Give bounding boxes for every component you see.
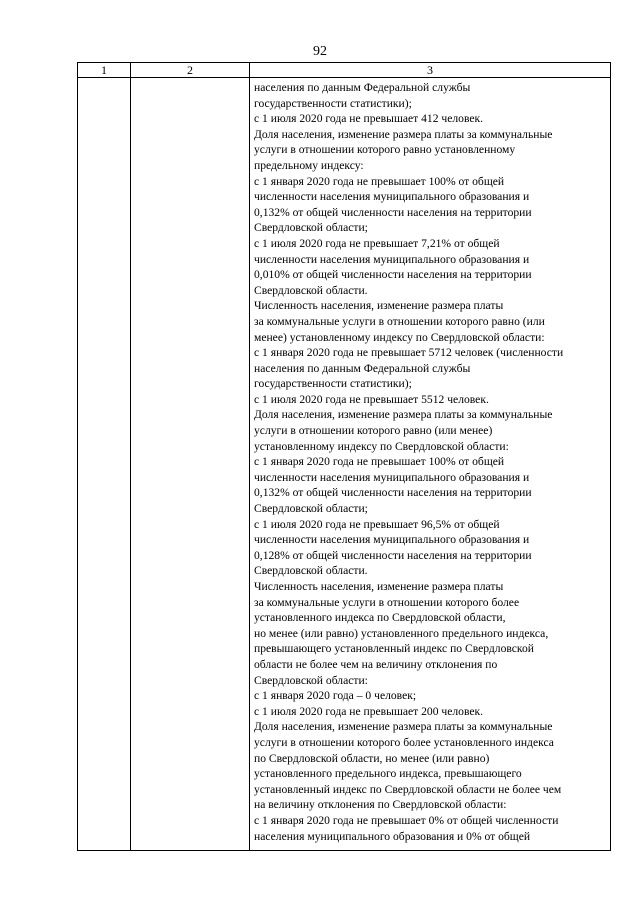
text-line: с 1 января 2020 года не превышает 100% от общей xyxy=(254,174,505,188)
text-line: области не более чем на величину отклонения по xyxy=(254,657,498,671)
text-line: численности населения муниципального образования и xyxy=(254,470,530,484)
text-line: за коммунальные услуги в отношении которого равно (или xyxy=(254,314,545,328)
table-header-row xyxy=(78,63,611,78)
page-number: 92 xyxy=(313,44,327,59)
text-line: Доля населения, изменение размера платы за коммунальные xyxy=(254,127,553,141)
text-line: Свердловской области. xyxy=(254,283,368,297)
text-line: услуги в отношении которого равно установленному xyxy=(254,143,516,157)
text-line: Численность населения, изменение размера платы xyxy=(254,580,504,593)
text-line: Доля населения, изменение размера платы за коммунальные xyxy=(254,408,553,422)
text-line: населения по данным Федеральной службы xyxy=(254,81,471,94)
text-line: с 1 июля 2020 года не превышает 5512 человек. xyxy=(254,392,489,406)
text-line: по Свердловской области, но менее (или равно) xyxy=(254,751,490,765)
text-line: Свердловской области. xyxy=(254,564,368,578)
column-2-cell xyxy=(131,78,250,851)
table-row xyxy=(78,78,611,851)
text-line: Свердловской области; xyxy=(254,221,368,235)
text-line: на величину отклонения по Свердловской области: xyxy=(254,798,507,812)
text-line: государственности статистики); xyxy=(254,96,412,110)
text-line: численности населения муниципального образования и xyxy=(254,533,530,547)
text-line: Свердловской области; xyxy=(254,502,368,516)
text-line: услуги в отношении которого более установленного индекса xyxy=(254,735,554,749)
text-line: с 1 июля 2020 года не превышает 412 человек. xyxy=(254,112,484,126)
text-line: с 1 января 2020 года не превышает 0% от общей численности xyxy=(254,813,559,827)
text-line: численности населения муниципального образования и xyxy=(254,252,530,266)
text-line: Численность населения, изменение размера платы xyxy=(254,299,504,313)
text-line: 0,010% от общей численности населения на территории xyxy=(254,268,532,282)
text-line: государственности статистики); xyxy=(254,377,412,391)
text-line: населения муниципального образования и 0% от общей xyxy=(254,829,531,843)
column-header-1: 1 xyxy=(78,63,131,78)
text-line: Доля населения, изменение размера платы за коммунальные xyxy=(254,720,553,734)
column-header-2: 2 xyxy=(131,63,250,78)
text-line: 0,132% от общей численности населения на территории xyxy=(254,205,532,219)
text-line: Свердловской области: xyxy=(254,673,368,687)
text-line: услуги в отношении которого равно (или менее) xyxy=(254,424,493,438)
text-line: установленного индекса по Свердловской области, xyxy=(254,611,506,625)
text-line: с 1 июля 2020 года не превышает 200 человек. xyxy=(254,704,484,718)
text-line: населения по данным Федеральной службы xyxy=(254,361,471,375)
text-line: с 1 июля 2020 года не превышает 7,21% от общей xyxy=(254,236,500,250)
column-3-cell xyxy=(250,78,611,851)
text-line: но менее (или равно) установленного предельного индекса, xyxy=(254,626,549,640)
text-line: с 1 января 2020 года не превышает 100% от общей xyxy=(254,455,505,469)
text-line: установленного предельного индекса, превышающего xyxy=(254,767,522,781)
text-line: установленному индексу по Свердловской области: xyxy=(254,439,509,453)
text-line: с 1 января 2020 года не превышает 5712 человек (численности xyxy=(254,346,564,360)
text-line: менее) установленному индексу по Свердловской области: xyxy=(254,330,545,344)
text-line: предельному индексу: xyxy=(254,158,364,172)
column-1-cell xyxy=(78,78,131,851)
text-line: с 1 июля 2020 года не превышает 96,5% от общей xyxy=(254,517,500,531)
text-line: 0,132% от общей численности населения на территории xyxy=(254,486,532,500)
text-line: с 1 января 2020 года – 0 человек; xyxy=(254,689,417,703)
text-line: установленный индекс по Свердловской области не более чем xyxy=(254,782,562,796)
text-line: 0,128% от общей численности населения на территории xyxy=(254,548,532,562)
document-table xyxy=(77,62,611,851)
text-line: за коммунальные услуги в отношении которого более xyxy=(254,595,520,609)
text-line: превышающего установленный индекс по Свердловской xyxy=(254,642,534,656)
text-line: численности населения муниципального образования и xyxy=(254,190,530,204)
column-header-3: 3 xyxy=(250,63,611,78)
